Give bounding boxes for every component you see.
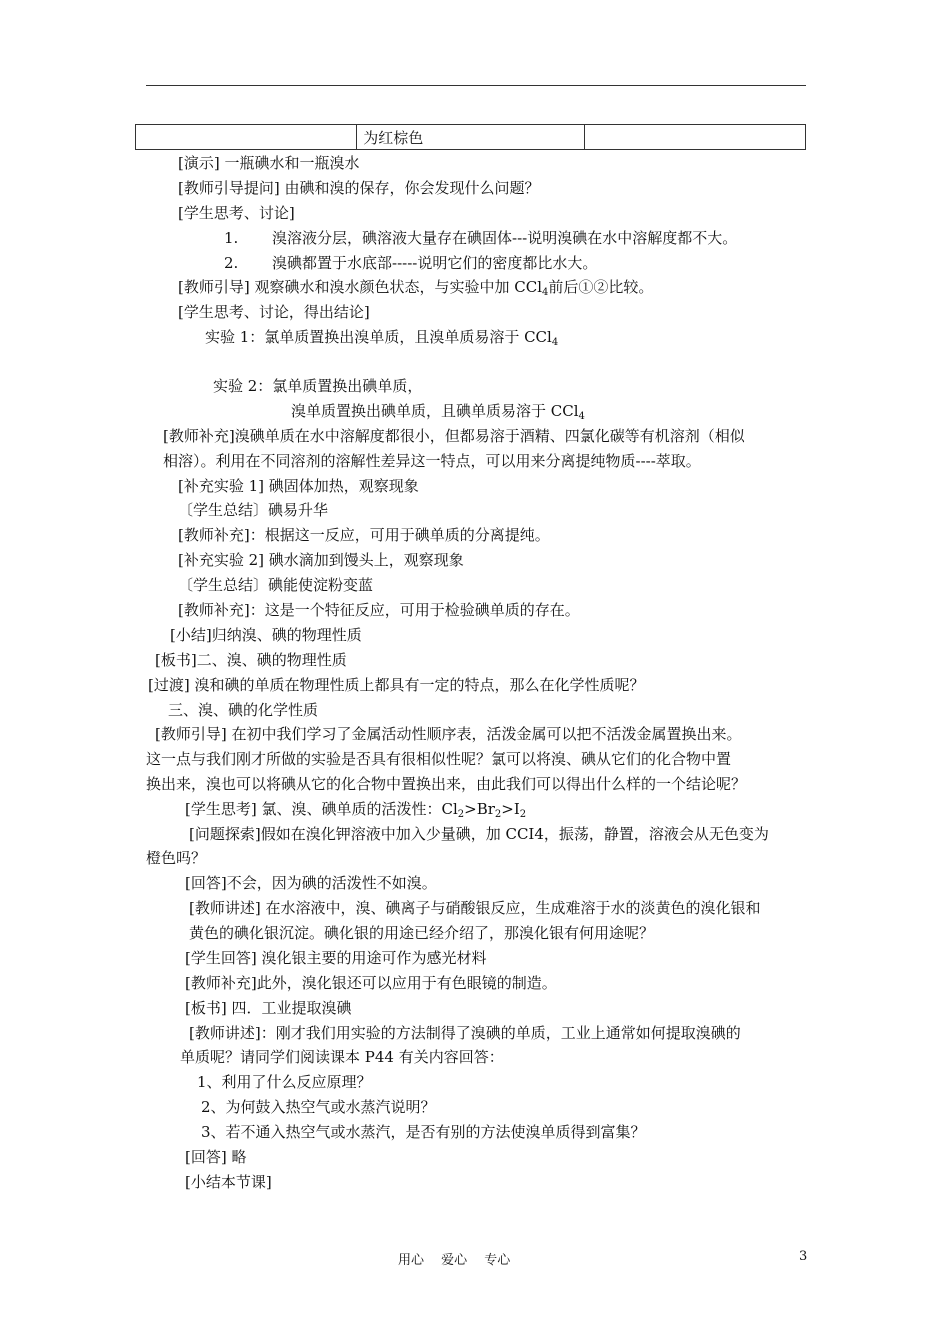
- subscript: 2: [457, 809, 465, 820]
- student-summary: 〔学生总结〕碘能使淀粉变蓝: [178, 576, 374, 594]
- footer-motto: 用心 爱心 专心: [398, 1253, 511, 1268]
- teacher-narration: [教师讲述] 在水溶液中，溴、碘离子与硝酸银反应，生成难溶于水的淡黄色的溴化银和: [189, 899, 761, 917]
- text-run: 实验 1：氯单质置换出溴单质，且溴单质易溶于 CCl: [205, 328, 552, 346]
- teacher-supplement: [教师补充]：这是一个特征反应，可用于检验碘单质的存在。: [178, 601, 580, 619]
- supplementary-experiment-1: [补充实验 1] 碘固体加热，观察现象: [178, 477, 419, 495]
- student-conclusion-heading: [学生思考、讨论，得出结论]: [178, 303, 370, 321]
- table-cell: [584, 125, 805, 150]
- paragraph-cont: 这一点与我们刚才所做的实验是否具有很相似性呢？氯可以将溴、碘从它们的化合物中置: [146, 750, 732, 768]
- board-heading: [板书]二、溴、碘的物理性质: [155, 651, 347, 669]
- student-discussion-heading: [学生思考、讨论]: [178, 204, 295, 222]
- table-cell: 为红棕色: [357, 125, 584, 150]
- problem-exploration: [问题探索]假如在溴化钾溶液中加入少量碘，加 CCI4，振荡，静置，溶液会从无色变为: [189, 825, 769, 843]
- experiment-2-cont: [291, 401, 585, 427]
- board-heading: [板书] 四．工业提取溴碘: [185, 999, 352, 1017]
- text-run: >Br: [464, 800, 495, 818]
- text-run: >I: [501, 800, 520, 818]
- student-answer: [学生回答] 溴化银主要的用途可作为感光材料: [185, 949, 487, 967]
- lesson-summary: [小结本节课]: [185, 1173, 272, 1191]
- teacher-supplement: [教师补充]溴碘单质在水中溶解度都很小，但都易溶于酒精、四氯化碳等有机溶剂（相似: [163, 427, 745, 445]
- header-rule: [146, 85, 806, 86]
- list-item: 溴溶液分层，碘溶液大量存在碘固体---说明溴碘在水中溶解度都不大。: [272, 229, 738, 247]
- text-run: 前后①②比较。: [548, 278, 654, 296]
- experiment-1: [205, 327, 558, 353]
- subscript: 4: [578, 411, 585, 422]
- experiment-2: 实验 2：氯单质置换出碘单质，: [213, 377, 423, 395]
- teacher-narration-cont: 黄色的碘化银沉淀。碘化银的用途已经介绍了，那溴化银有何用途呢？: [189, 924, 655, 942]
- table-fragment: [135, 124, 806, 150]
- answer: [回答] 略: [185, 1148, 247, 1166]
- subscript: 2: [519, 809, 527, 820]
- paragraph-cont: 橙色吗？: [146, 849, 207, 867]
- student-thinking: [185, 799, 526, 825]
- teacher-question: [教师引导提问] 由碘和溴的保存，你会发现什么问题？: [178, 179, 540, 197]
- subscript: 4: [542, 287, 549, 298]
- paragraph-cont: 换出来，溴也可以将碘从它的化合物中置换出来，由此我们可以得出什么样的一个结论呢？: [146, 775, 747, 793]
- teacher-supplement: [教师补充]此外，溴化银还可以应用于有色眼镜的制造。: [185, 974, 557, 992]
- list-item: 溴碘都置于水底部-----说明它们的密度都比水大。: [272, 254, 598, 272]
- table-row: [136, 125, 806, 150]
- subscript: 4: [551, 337, 559, 348]
- page-number: 3: [799, 1249, 808, 1264]
- list-number: 2.: [224, 254, 239, 272]
- text-run: [教师引导] 观察碘水和溴水颜色状态，与实验中加 CCl: [178, 278, 542, 296]
- text-run: 溴单质置换出碘单质，且碘单质易溶于 CCl: [291, 402, 579, 420]
- teacher-narration-cont: 单质呢？请同学们阅读课本 P44 有关内容回答：: [180, 1048, 504, 1066]
- teacher-supplement-cont: 相溶）。利用在不同溶剂的溶解性差异这一特点，可以用来分离提纯物质----萃取。: [163, 452, 701, 470]
- list-number: 1.: [224, 229, 239, 247]
- transition: [过渡] 溴和碘的单质在物理性质上都具有一定的特点，那么在化学性质呢？: [148, 676, 645, 694]
- summary: [小结]归纳溴、碘的物理性质: [170, 626, 362, 644]
- subscript: 2: [494, 809, 502, 820]
- demo-line: [演示] 一瓶碘水和一瓶溴水: [178, 154, 360, 172]
- text-run: [学生思考] 氯、溴、碘单质的活泼性：Cl: [185, 800, 458, 818]
- question-item: 2、为何鼓入热空气或水蒸汽说明？: [201, 1098, 436, 1116]
- supplementary-experiment-2: [补充实验 2] 碘水滴加到馒头上，观察现象: [178, 551, 464, 569]
- teacher-narration: [教师讲述]：刚才我们用实验的方法制得了溴碘的单质，工业上通常如何提取溴碘的: [189, 1024, 741, 1042]
- section-heading: 三、溴、碘的化学性质: [168, 701, 319, 719]
- answer: [回答]不会，因为碘的活泼性不如溴。: [185, 874, 437, 892]
- student-summary: 〔学生总结〕碘易升华: [178, 501, 329, 519]
- teacher-guidance: [教师引导] 在初中我们学习了金属活动性顺序表，活泼金属可以把不活泼金属置换出来。: [155, 725, 742, 743]
- question-item: 1、利用了什么反应原理？: [197, 1073, 372, 1091]
- table-cell: [136, 125, 357, 150]
- question-item: 3、若不通入热空气或水蒸汽，是否有别的方法使溴单质得到富集？: [201, 1123, 646, 1141]
- teacher-guidance: [178, 277, 653, 303]
- teacher-supplement: [教师补充]：根据这一反应，可用于碘单质的分离提纯。: [178, 526, 550, 544]
